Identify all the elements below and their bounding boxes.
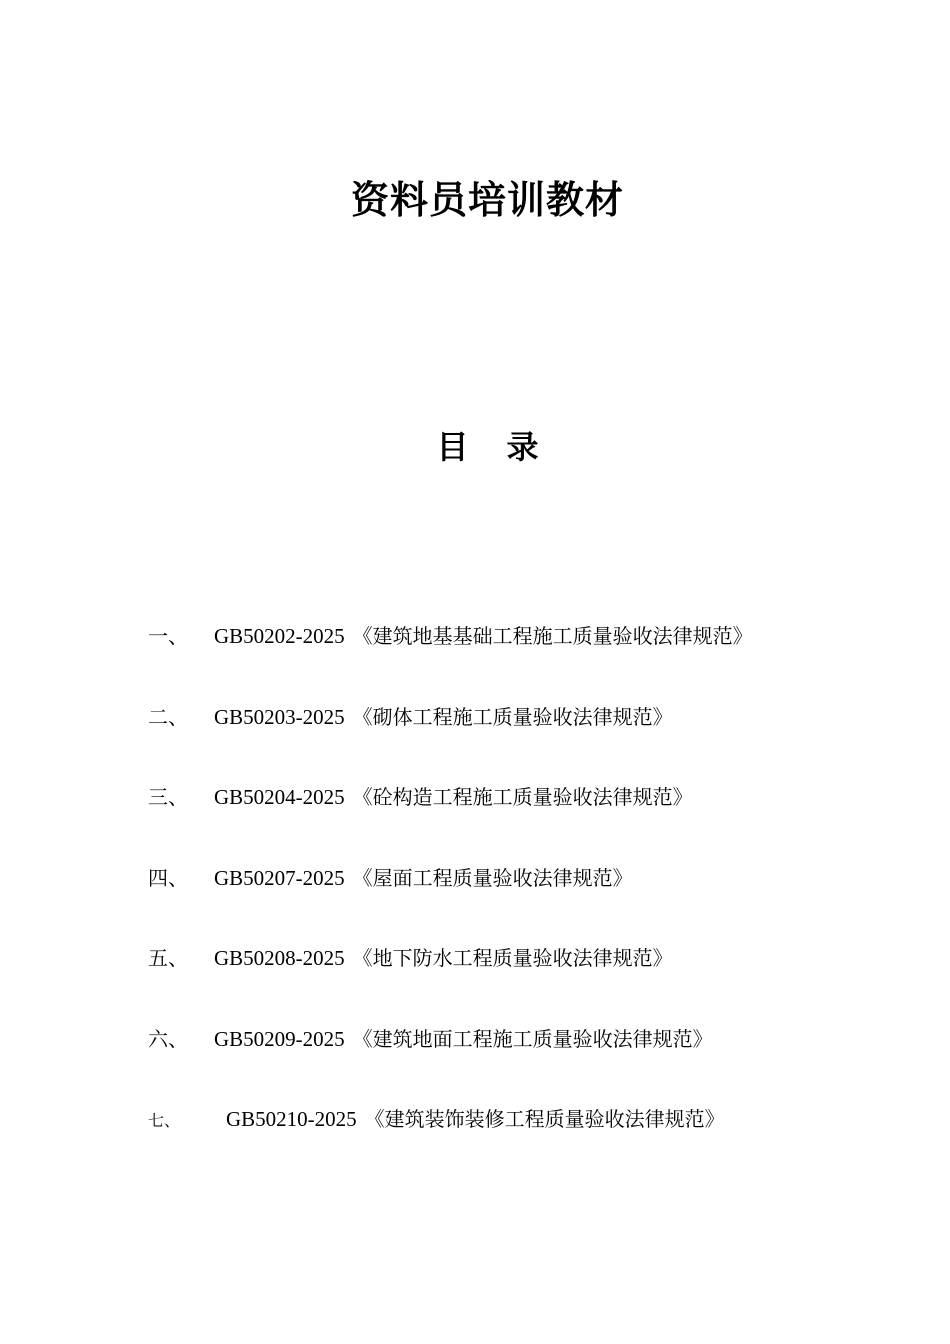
toc-item-title: 《建筑装饰装修工程质量验收法律规范》	[364, 1107, 725, 1131]
toc-item-code: GB50203-2025	[214, 704, 345, 729]
toc-item-code: GB50210-2025	[226, 1107, 357, 1131]
toc-item[interactable]	[148, 858, 928, 939]
toc-item-title: 《建筑地面工程施工质量验收法律规范》	[352, 1026, 713, 1051]
toc-item[interactable]	[148, 777, 928, 858]
document-title: 资料员培训教材	[350, 178, 624, 222]
toc-item[interactable]	[148, 697, 928, 778]
toc-item-number: 二、	[148, 704, 188, 729]
toc-item-number: 七、	[148, 1111, 181, 1130]
toc-item-code: GB50208-2025	[214, 946, 345, 970]
toc-item-code: GB50207-2025	[214, 865, 345, 890]
toc-item[interactable]	[148, 1099, 928, 1180]
toc-item-number: 四、	[148, 865, 188, 890]
toc-item-number: 六、	[148, 1026, 188, 1051]
toc-item[interactable]	[148, 938, 928, 1019]
toc-item-title: 《砼构造工程施工质量验收法律规范》	[352, 785, 693, 809]
toc-heading-left: 目	[436, 428, 469, 466]
toc-item-title: 《砌体工程施工质量验收法律规范》	[352, 704, 673, 729]
toc-item-number: 一、	[148, 624, 188, 648]
toc-item-code: GB50204-2025	[214, 785, 345, 809]
toc-list	[148, 616, 928, 1180]
toc-item-title: 《建筑地基基础工程施工质量验收法律规范》	[352, 624, 753, 648]
toc-item-title: 《屋面工程质量验收法律规范》	[352, 865, 633, 890]
toc-item-code: GB50202-2025	[214, 624, 345, 648]
toc-item-title: 《地下防水工程质量验收法律规范》	[352, 946, 673, 970]
toc-item[interactable]	[148, 1019, 928, 1100]
toc-heading-right: 录	[506, 428, 539, 466]
toc-item-code: GB50209-2025	[214, 1026, 345, 1051]
toc-item-number: 三、	[148, 785, 188, 809]
toc-item-number: 五、	[148, 946, 188, 970]
toc-heading	[0, 424, 950, 470]
toc-item[interactable]	[148, 616, 928, 697]
